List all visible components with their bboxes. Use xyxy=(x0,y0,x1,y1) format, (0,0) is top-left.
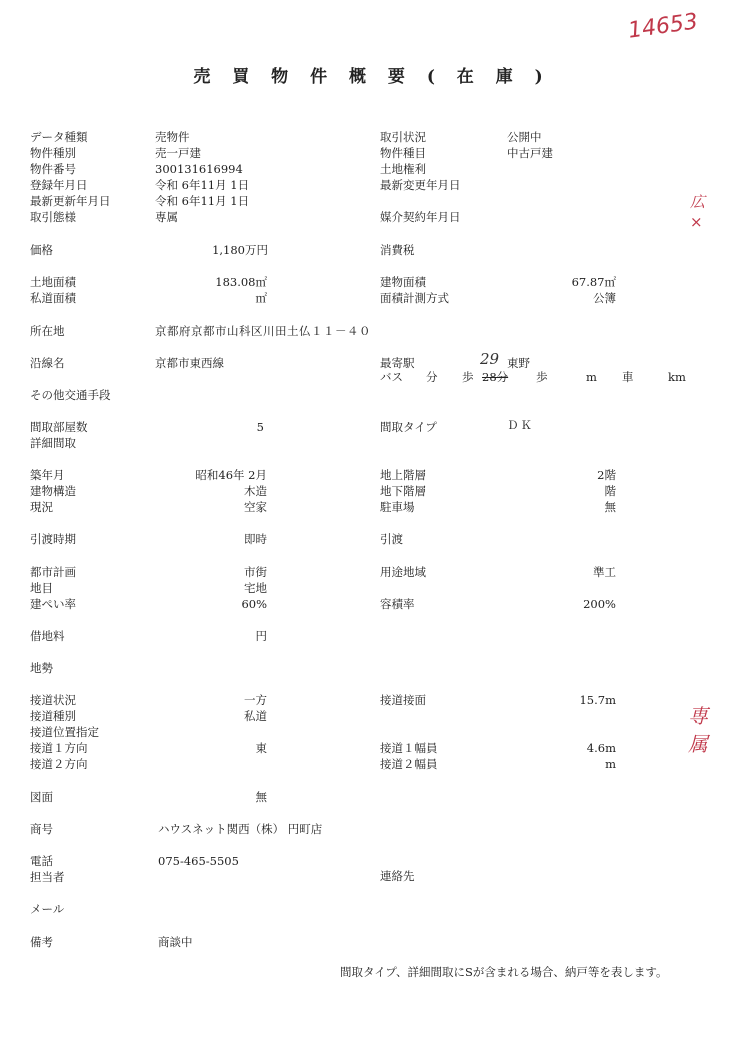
label-mail: メール xyxy=(30,902,65,916)
value-building-area: 67.87㎡ xyxy=(571,275,616,289)
label-other-transport: その他交通手段 xyxy=(30,388,111,402)
value-trade-name: ハウスネット関西（株） 円町店 xyxy=(158,822,323,836)
label-line-name: 沿線名 xyxy=(30,356,65,370)
value-car-label: 車 xyxy=(622,370,634,384)
value-layout-type: ＤＫ xyxy=(507,418,534,432)
label-contact: 連絡先 xyxy=(380,869,415,883)
value-land-rent: 円 xyxy=(255,629,267,643)
value-city-plan: 市街 xyxy=(244,565,267,579)
value-floor-ratio: 200% xyxy=(583,597,616,611)
value-coverage: 60% xyxy=(241,597,267,611)
value-walk-label: 歩 xyxy=(462,370,474,384)
value-road-face: 15.7m xyxy=(579,693,616,707)
value-property-kind: 売一戸建 xyxy=(155,146,201,160)
value-road-width2: m xyxy=(605,757,616,771)
label-coverage: 建ぺい率 xyxy=(30,597,76,611)
value-distance-unit: m xyxy=(586,370,597,384)
label-land-rights: 土地権利 xyxy=(380,162,426,176)
label-land-area: 土地面積 xyxy=(30,275,76,289)
label-handover-time: 引渡時期 xyxy=(30,532,76,546)
label-trade-name: 商号 xyxy=(30,822,53,836)
value-walk-label2: 歩 xyxy=(536,370,548,384)
label-floors-above: 地上階層 xyxy=(380,468,426,482)
value-km-unit: km xyxy=(668,370,686,384)
value-bus-min: 分 xyxy=(426,370,438,384)
label-floor-ratio: 容積率 xyxy=(380,597,415,611)
value-deal-status: 公開中 xyxy=(507,130,542,144)
label-tax: 消費税 xyxy=(380,243,415,257)
label-structure: 建物構造 xyxy=(30,484,76,498)
label-person: 担当者 xyxy=(30,870,65,884)
label-layout-type: 間取タイプ xyxy=(380,420,437,434)
label-zoning: 用途地域 xyxy=(380,565,426,579)
label-detail-layout: 詳細間取 xyxy=(30,436,76,450)
label-deal-status: 取引状況 xyxy=(380,130,426,144)
value-registered: 令和 6年11月 1日 xyxy=(155,178,250,192)
label-phone: 電話 xyxy=(30,854,53,868)
label-terrain: 地勢 xyxy=(30,661,53,675)
value-drawing: 無 xyxy=(255,790,267,804)
value-line-name: 京都市東西線 xyxy=(155,356,224,370)
handwritten-stamp-number: 14653 xyxy=(626,9,700,44)
label-data-type: データ種類 xyxy=(30,130,88,144)
value-measure-method: 公簿 xyxy=(593,291,616,305)
value-status: 空家 xyxy=(244,500,267,514)
label-road-dir2: 接道２方向 xyxy=(30,757,88,771)
label-handover: 引渡 xyxy=(380,532,403,546)
value-location: 京都府京都市山科区川田土仏１１－４０ xyxy=(155,324,371,338)
value-remarks: 商談中 xyxy=(158,935,193,949)
footnote: 間取タイプ、詳細間取にSが含まれる場合、納戸等を表します。 xyxy=(340,965,668,979)
value-land-category: 宅地 xyxy=(244,581,267,595)
label-property-item: 物件種目 xyxy=(380,146,426,160)
value-road-kind: 私道 xyxy=(244,709,267,723)
value-property-no: 300131616994 xyxy=(155,162,243,176)
value-road-dir1: 東 xyxy=(255,741,267,755)
label-deal-mode: 取引態様 xyxy=(30,210,76,224)
label-road-kind: 接道種別 xyxy=(30,709,76,723)
label-floors-below: 地下階層 xyxy=(380,484,426,498)
label-registered: 登録年月日 xyxy=(30,178,88,192)
label-road-designation: 接道位置指定 xyxy=(30,725,99,739)
value-handover-time: 即時 xyxy=(244,532,267,546)
value-structure: 木造 xyxy=(244,484,267,498)
value-private-road-area: ㎡ xyxy=(255,291,267,305)
label-updated: 最新更新年月日 xyxy=(30,194,111,208)
handwritten-note-exclusive: 専 属 xyxy=(688,704,708,756)
value-deal-mode: 専属 xyxy=(155,210,178,224)
value-updated: 令和 6年11月 1日 xyxy=(155,194,250,208)
value-road-width1: 4.6m xyxy=(586,741,616,755)
value-price: 1,180万円 xyxy=(212,243,268,257)
label-property-kind: 物件種別 xyxy=(30,146,76,160)
label-road-access: 接道状況 xyxy=(30,693,76,707)
value-road-access: 一方 xyxy=(244,693,267,707)
label-road-width2: 接道２幅員 xyxy=(380,757,438,771)
label-price: 価格 xyxy=(30,243,53,257)
label-city-plan: 都市計画 xyxy=(30,565,76,579)
label-road-dir1: 接道１方向 xyxy=(30,741,88,755)
label-status: 現況 xyxy=(30,500,53,514)
label-private-road-area: 私道面積 xyxy=(30,291,76,305)
value-land-area: 183.08㎡ xyxy=(215,275,267,289)
label-built: 築年月 xyxy=(30,468,65,482)
value-floors-above: 2階 xyxy=(597,468,616,482)
handwritten-walk-minutes: 29 xyxy=(480,350,500,368)
label-room-count: 間取部屋数 xyxy=(30,420,88,434)
value-zoning: 準工 xyxy=(593,565,616,579)
label-bus: バス xyxy=(380,370,403,384)
label-contract-date: 媒介契約年月日 xyxy=(380,210,461,224)
value-walk-value: 28分 xyxy=(482,370,509,384)
label-parking: 駐車場 xyxy=(380,500,415,514)
value-property-item: 中古戸建 xyxy=(507,146,553,160)
label-road-face: 接道接面 xyxy=(380,693,426,707)
page-title: 売 買 物 件 概 要 ( 在 庫 ) xyxy=(193,67,551,87)
value-station-name: 東野 xyxy=(507,356,530,370)
value-parking: 無 xyxy=(604,500,616,514)
label-land-rent: 借地料 xyxy=(30,629,65,643)
label-latest-change: 最新変更年月日 xyxy=(380,178,461,192)
value-room-count: 5 xyxy=(256,420,264,434)
handwritten-note-ad: 広 × xyxy=(690,193,706,231)
value-floors-below: 階 xyxy=(604,484,616,498)
value-data-type: 売物件 xyxy=(155,130,190,144)
value-built: 昭和46年 2月 xyxy=(195,468,267,482)
label-remarks: 備考 xyxy=(30,935,53,949)
label-nearest-station: 最寄駅 xyxy=(380,356,415,370)
label-land-category: 地目 xyxy=(30,581,53,595)
label-measure-method: 面積計測方式 xyxy=(380,291,449,305)
label-building-area: 建物面積 xyxy=(380,275,426,289)
value-phone: 075-465-5505 xyxy=(158,854,239,868)
label-property-no: 物件番号 xyxy=(30,162,76,176)
label-road-width1: 接道１幅員 xyxy=(380,741,438,755)
label-drawing: 図面 xyxy=(30,790,53,804)
label-location: 所在地 xyxy=(30,324,65,338)
